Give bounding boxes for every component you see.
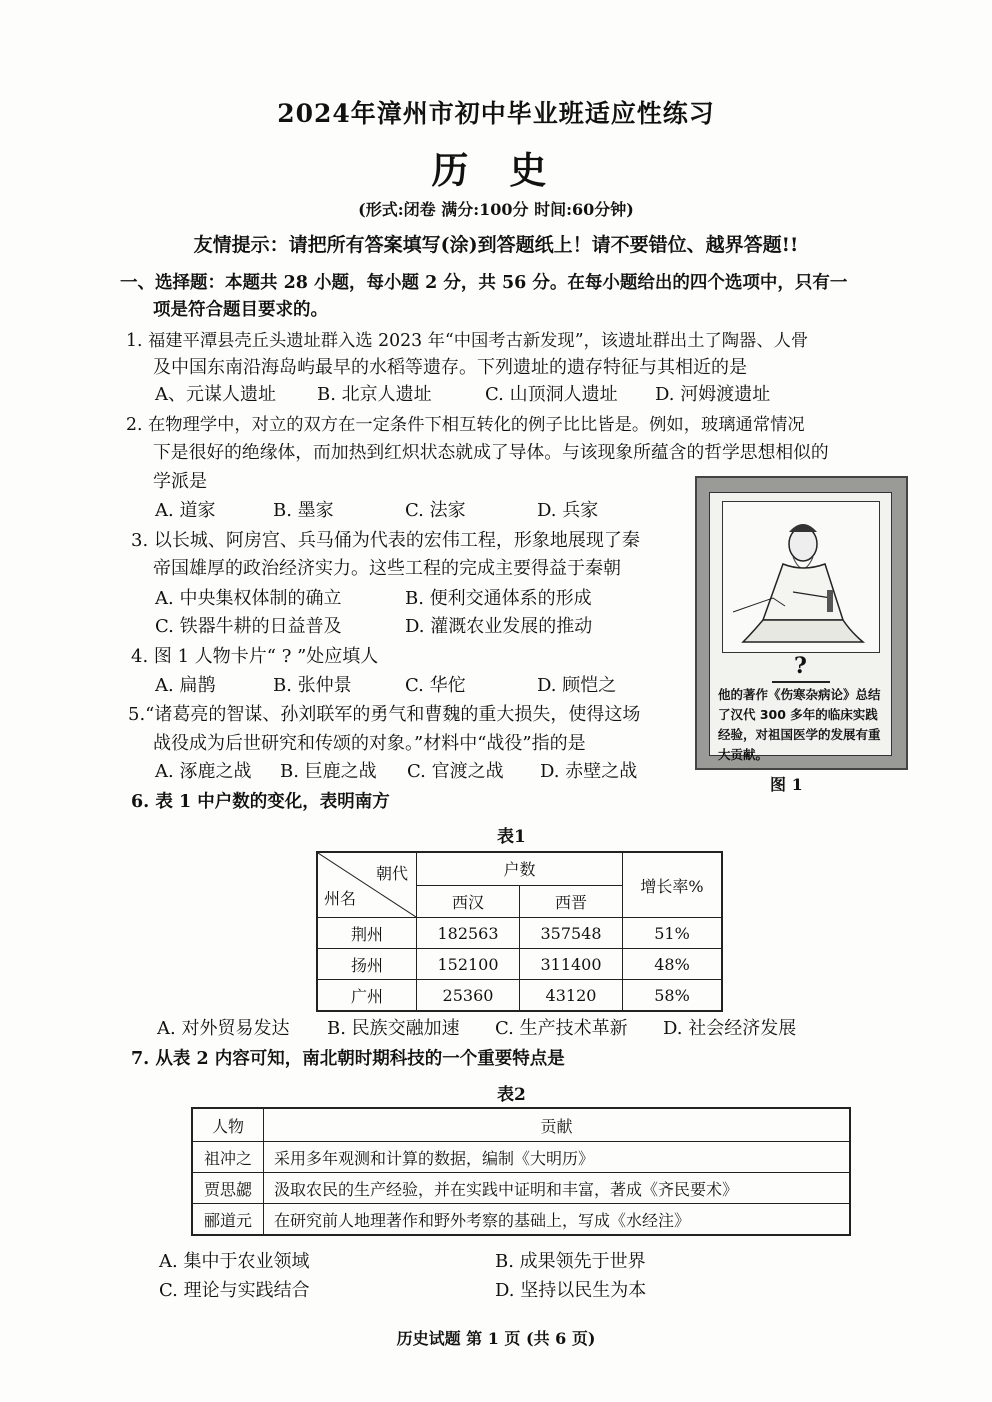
table1-cell: 荆州 xyxy=(317,918,417,949)
table1 xyxy=(316,851,723,1012)
q4-option-c[interactable]: C. 华佗 xyxy=(405,675,466,696)
q7-line1: 7. 从表 2 内容可知，南北朝时期科技的一个重要特点是 xyxy=(131,1049,565,1069)
table1-header-dynasty: 朝代 xyxy=(375,864,408,883)
page-footer: 历史试题 第 1 页 (共 6 页) xyxy=(396,1329,596,1348)
q7-option-a[interactable]: A. 集中于农业领域 xyxy=(159,1251,310,1272)
q2-line1: 2. 在物理学中，对立的双方在一定条件下相互转化的例子比比皆是。例如，玻璃通常情况 xyxy=(126,415,805,435)
table1-cell: 51% xyxy=(623,918,723,949)
table1-cell: 43120 xyxy=(520,980,623,1012)
q3-option-a[interactable]: A. 中央集权体制的确立 xyxy=(155,588,342,609)
q2-option-b[interactable]: B. 墨家 xyxy=(273,500,334,521)
table1-cell: 357548 xyxy=(520,918,623,949)
q5-option-b[interactable]: B. 巨鹿之战 xyxy=(280,761,377,782)
table1-cell: 152100 xyxy=(417,949,520,980)
q1-option-a[interactable]: A、元谋人遗址 xyxy=(155,384,276,405)
figure1-question-underline xyxy=(772,681,830,683)
table1-header-state: 州名 xyxy=(324,889,357,908)
table2 xyxy=(191,1107,851,1236)
table1-cell: 扬州 xyxy=(317,949,417,980)
q6-line1: 6. 表 1 中户数的变化，表明南方 xyxy=(131,792,390,812)
table-row xyxy=(317,980,722,1012)
section-instruction-line2: 项是符合题目要求的。 xyxy=(153,300,328,320)
table1-cell: 广州 xyxy=(317,980,417,1012)
table1-header-growth: 增长率% xyxy=(623,852,723,918)
scholar-portrait-image xyxy=(722,501,880,653)
q3-option-b[interactable]: B. 便利交通体系的形成 xyxy=(405,588,592,609)
q3-line2: 帝国雄厚的政治经济实力。这些工程的完成主要得益于秦朝 xyxy=(153,558,621,579)
table2-cell-text: 采用多年观测和计算的数据，编制《大明历》 xyxy=(264,1142,851,1173)
q7-option-d[interactable]: D. 坚持以民生为本 xyxy=(495,1280,647,1301)
table-row xyxy=(192,1142,850,1173)
q2-option-d[interactable]: D. 兵家 xyxy=(537,500,599,521)
q7-option-b[interactable]: B. 成果领先于世界 xyxy=(495,1251,646,1272)
q2-option-c[interactable]: C. 法家 xyxy=(405,500,466,521)
subject-title: 历 史 xyxy=(431,148,561,192)
exam-title: 2024年漳州市初中毕业班适应性练习 xyxy=(277,99,715,128)
table-row xyxy=(192,1173,850,1204)
table1-cell: 58% xyxy=(623,980,723,1012)
q1-line2: 及中国东南沿海岛屿最早的水稻等遗存。下列遗址的遗存特征与其相近的是 xyxy=(153,357,747,378)
q6-option-a[interactable]: A. 对外贸易发达 xyxy=(157,1018,290,1039)
exam-format: (形式:闭卷 满分:100分 时间:60分钟) xyxy=(358,200,634,219)
table-row xyxy=(317,949,722,980)
q4-option-b[interactable]: B. 张仲景 xyxy=(273,675,352,696)
q5-line1: 5.“诸葛亮的智谋、孙刘联军的勇气和曹魏的重大损失，使得这场 xyxy=(128,704,641,725)
table1-corner-cell xyxy=(317,852,417,918)
table1-cell: 25360 xyxy=(417,980,520,1012)
table2-cell-name: 郦道元 xyxy=(192,1204,264,1236)
q6-option-b[interactable]: B. 民族交融加速 xyxy=(327,1018,460,1039)
q5-option-d[interactable]: D. 赤壁之战 xyxy=(540,761,638,782)
figure1-description: 他的著作《伤寒杂病论》总结了汉代 300 多年的临床实践经验，对祖国医学的发展有重大贡献。 xyxy=(718,687,881,762)
q2-option-a[interactable]: A. 道家 xyxy=(155,500,216,521)
table1-caption: 表1 xyxy=(497,827,526,847)
q3-option-d[interactable]: D. 灌溉农业发展的推动 xyxy=(405,616,593,637)
q3-line1: 3. 以长城、阿房宫、兵马俑为代表的宏伟工程，形象地展现了秦 xyxy=(131,530,640,551)
table1-header-households: 户数 xyxy=(417,852,623,885)
q2-line3: 学派是 xyxy=(153,471,207,492)
table2-caption: 表2 xyxy=(497,1085,526,1105)
table2-cell-name: 祖冲之 xyxy=(192,1142,264,1173)
q1-option-c[interactable]: C. 山顶洞人遗址 xyxy=(485,384,618,405)
table2-header-contribution: 贡献 xyxy=(264,1108,851,1142)
q2-line2: 下是很好的绝缘体，而加热到红炽状态就成了导体。与该现象所蕴含的哲学思想相似的 xyxy=(153,442,829,463)
table1-cell: 311400 xyxy=(520,949,623,980)
q6-option-d[interactable]: D. 社会经济发展 xyxy=(663,1018,797,1039)
table1-header-xihan: 西汉 xyxy=(417,885,520,918)
q5-line2: 战役成为后世研究和传颂的对象。”材料中“战役”指的是 xyxy=(153,733,586,754)
table2-cell-text: 在研究前人地理著作和野外考察的基础上，写成《水经注》 xyxy=(264,1204,851,1236)
table1-cell: 48% xyxy=(623,949,723,980)
table1-cell: 182563 xyxy=(417,918,520,949)
q6-option-c[interactable]: C. 生产技术革新 xyxy=(495,1018,628,1039)
friendly-tip: 友情提示：请把所有答案填写(涂)到答题纸上！请不要错位、越界答题!! xyxy=(193,234,799,256)
table-row xyxy=(192,1204,850,1236)
q7-option-c[interactable]: C. 理论与实践结合 xyxy=(159,1280,310,1301)
q4-option-a[interactable]: A. 扁鹊 xyxy=(155,675,216,696)
q5-option-c[interactable]: C. 官渡之战 xyxy=(407,761,504,782)
q1-option-b[interactable]: B. 北京人遗址 xyxy=(317,384,432,405)
section-instruction-line1: 一、选择题：本题共 28 小题，每小题 2 分，共 56 分。在每小题给出的四个选项中，只有一 xyxy=(120,273,848,293)
q3-option-c[interactable]: C. 铁器牛耕的日益普及 xyxy=(155,616,342,637)
q4-line1: 4. 图 1 人物卡片“ ? ”处应填人 xyxy=(131,646,379,667)
table2-header-person: 人物 xyxy=(192,1108,264,1142)
q5-option-a[interactable]: A. 涿鹿之战 xyxy=(155,761,252,782)
q4-option-d[interactable]: D. 顾恺之 xyxy=(537,675,617,696)
figure1-inner xyxy=(709,492,892,762)
table-row xyxy=(317,918,722,949)
figure1-caption: 图 1 xyxy=(770,775,803,794)
figure1-card xyxy=(695,476,908,770)
q1-option-d[interactable]: D. 河姆渡遗址 xyxy=(655,384,771,405)
table2-cell-text: 汲取农民的生产经验，并在实践中证明和丰富，著成《齐民要术》 xyxy=(264,1173,851,1204)
figure1-question-mark: ? xyxy=(794,653,807,679)
q1-line1: 1. 福建平潭县壳丘头遗址群入选 2023 年“中国考古新发现”，该遗址群出土了陶器、人骨 xyxy=(126,331,809,351)
table2-cell-name: 贾思勰 xyxy=(192,1173,264,1204)
table1-header-xijin: 西晋 xyxy=(520,885,623,918)
